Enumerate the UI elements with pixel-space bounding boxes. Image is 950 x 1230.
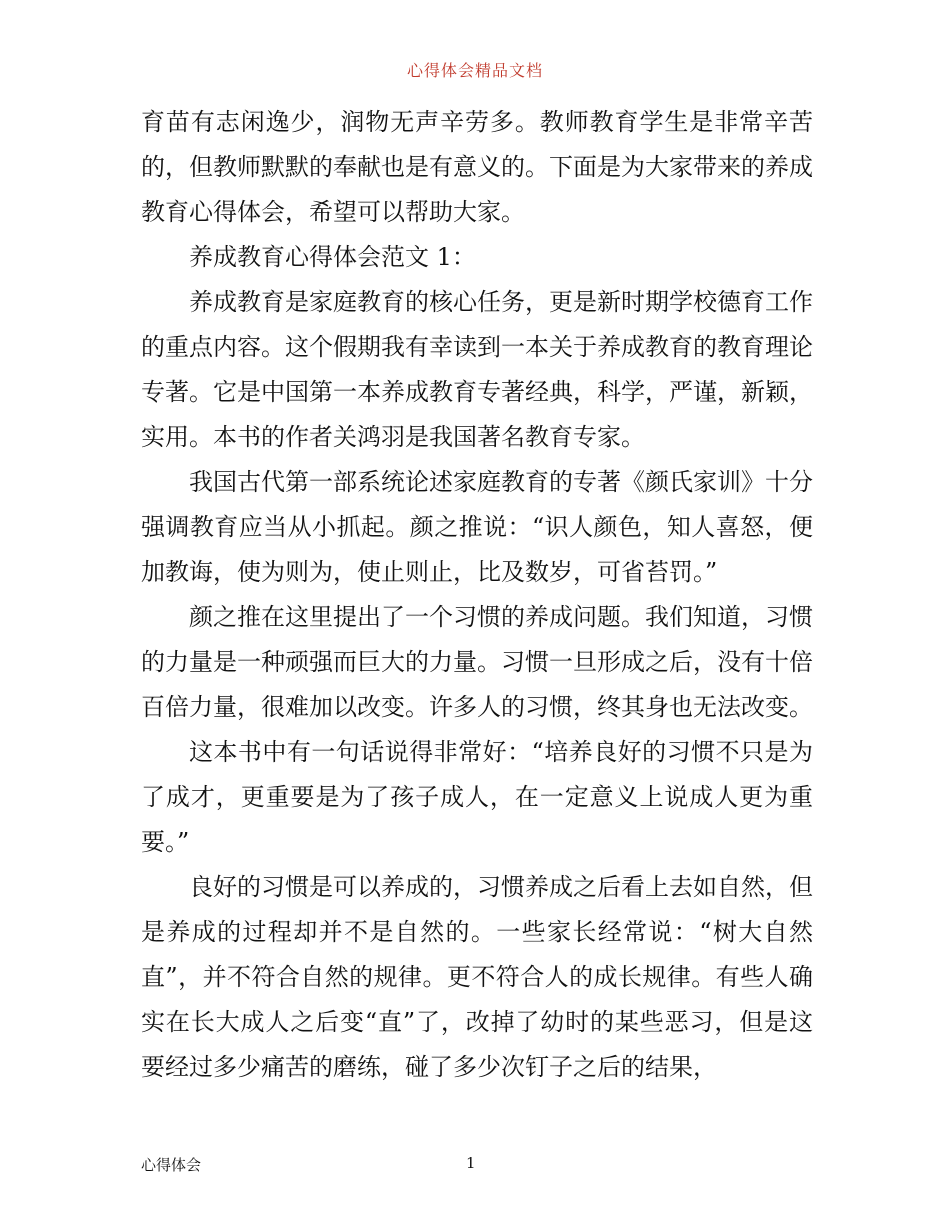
paragraph-body: 养成教育是家庭教育的核心任务，更是新时期学校德育工作的重点内容。这个假期我有幸读到一本关于养成教育的教育理论专著。它是中国第一本养成教育专著经典，科学，严谨，新颖，实用。本书的作者关鸿羽是我国著名教育专家。 bbox=[141, 288, 813, 451]
document-header-title: 心得体会精品文档 bbox=[406, 61, 543, 80]
paragraph-body: 这本书中有一句话说得非常好：“培养良好的习惯不只是为了成才，更重要是为了孩子成人，在一定意义上说成人更为重要。” bbox=[141, 738, 813, 856]
document-footer-label: 心得体会 bbox=[141, 1156, 202, 1174]
paragraph-body: 我国古代第一部系统论述家庭教育的专著《颜氏家训》十分强调教育应当从小抓起。颜之推说：“识人颜色，知人喜怒，便加教诲，使为则为，使止则止，比及数岁，可省苔罚。” bbox=[141, 468, 813, 586]
paragraph-section-heading: 养成教育心得体会范文 1： bbox=[189, 243, 476, 271]
document-body bbox=[141, 100, 813, 1090]
paragraph-intro: 育苗有志闲逸少，润物无声辛劳多。教师教育学生是非常辛苦的，但教师默默的奉献也是有意义的。下面是为大家带来的养成教育心得体会，希望可以帮助大家。 bbox=[141, 108, 813, 226]
page-number: 1 bbox=[466, 1154, 476, 1172]
paragraph-body: 良好的习惯是可以养成的，习惯养成之后看上去如自然，但是养成的过程却并不是自然的。一些家长经常说：“树大自然直”，并不符合自然的规律。更不符合人的成长规律。有些人确实在长大成人之后变“直”了，改掉了幼时的某些恶习，但是这要经过多少痛苦的磨练，碰了多少次钉子之后的结果， bbox=[141, 873, 813, 1081]
paragraph-body: 颜之推在这里提出了一个习惯的养成问题。我们知道，习惯的力量是一种顽强而巨大的力量。习惯一旦形成之后，没有十倍百倍力量，很难加以改变。许多人的习惯，终其身也无法改变。 bbox=[141, 603, 813, 721]
